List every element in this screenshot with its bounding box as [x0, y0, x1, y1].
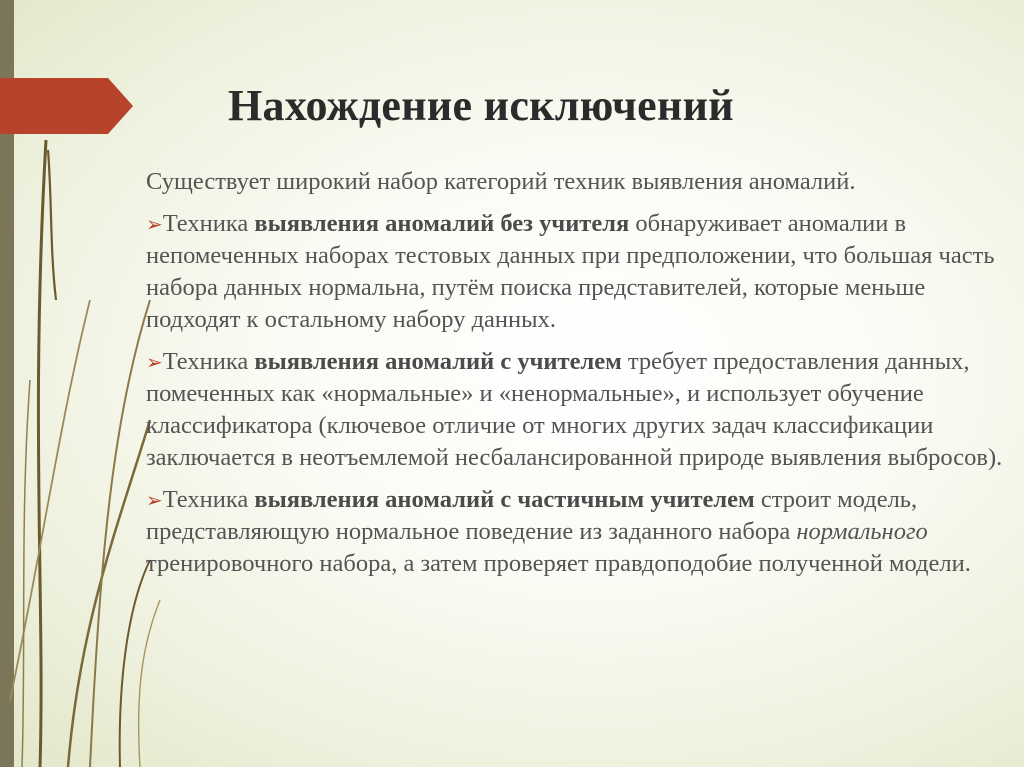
bullet-italic-term: нормального	[796, 518, 928, 545]
arrow-bullet-icon: ➢	[146, 212, 163, 236]
slide-title: Нахождение исключений	[228, 81, 734, 130]
arrow-bullet-icon: ➢	[146, 488, 163, 512]
title-accent-tab	[0, 0, 140, 140]
slide-content	[146, 166, 1018, 590]
bullet-prefix: Техника	[162, 348, 255, 375]
bullet-prefix: Техника	[162, 210, 255, 237]
bullet-bold-term: выявления аномалий с частичным учителем	[254, 486, 755, 513]
bullet-supervised	[146, 346, 1018, 474]
bullet-prefix: Техника	[162, 486, 255, 513]
bullet-bold-term: выявления аномалий без учителя	[254, 210, 630, 237]
arrow-bullet-icon: ➢	[146, 350, 163, 374]
intro-paragraph: Существует широкий набор категорий техник выявления аномалий.	[146, 168, 856, 195]
bullet-text: требует предоставления данных, помеченных как «нормальные» и «ненормальные», и использует обучение классификатора (ключевое отличие от многих других задач классификации заключается в неотъемлемой несбалансированной природе выявления выбросов).	[146, 348, 1003, 471]
bullet-bold-term: выявления аномалий с учителем	[254, 348, 622, 375]
bullet-text: строит модель, представляющую нормальное поведение из заданного набора	[146, 486, 918, 545]
bullet-semi-supervised	[146, 484, 1018, 580]
bullet-text: обнаруживает аномалии в непомеченных наборах тестовых данных при предположении, что большая часть набора данных нормальна, путём поиска представителей, которые меньше подходят к остальному набору данных.	[146, 210, 995, 333]
bullet-text-end: тренировочного набора, а затем проверяет правдоподобие полученной модели.	[146, 550, 971, 577]
bullet-unsupervised	[146, 208, 1018, 336]
